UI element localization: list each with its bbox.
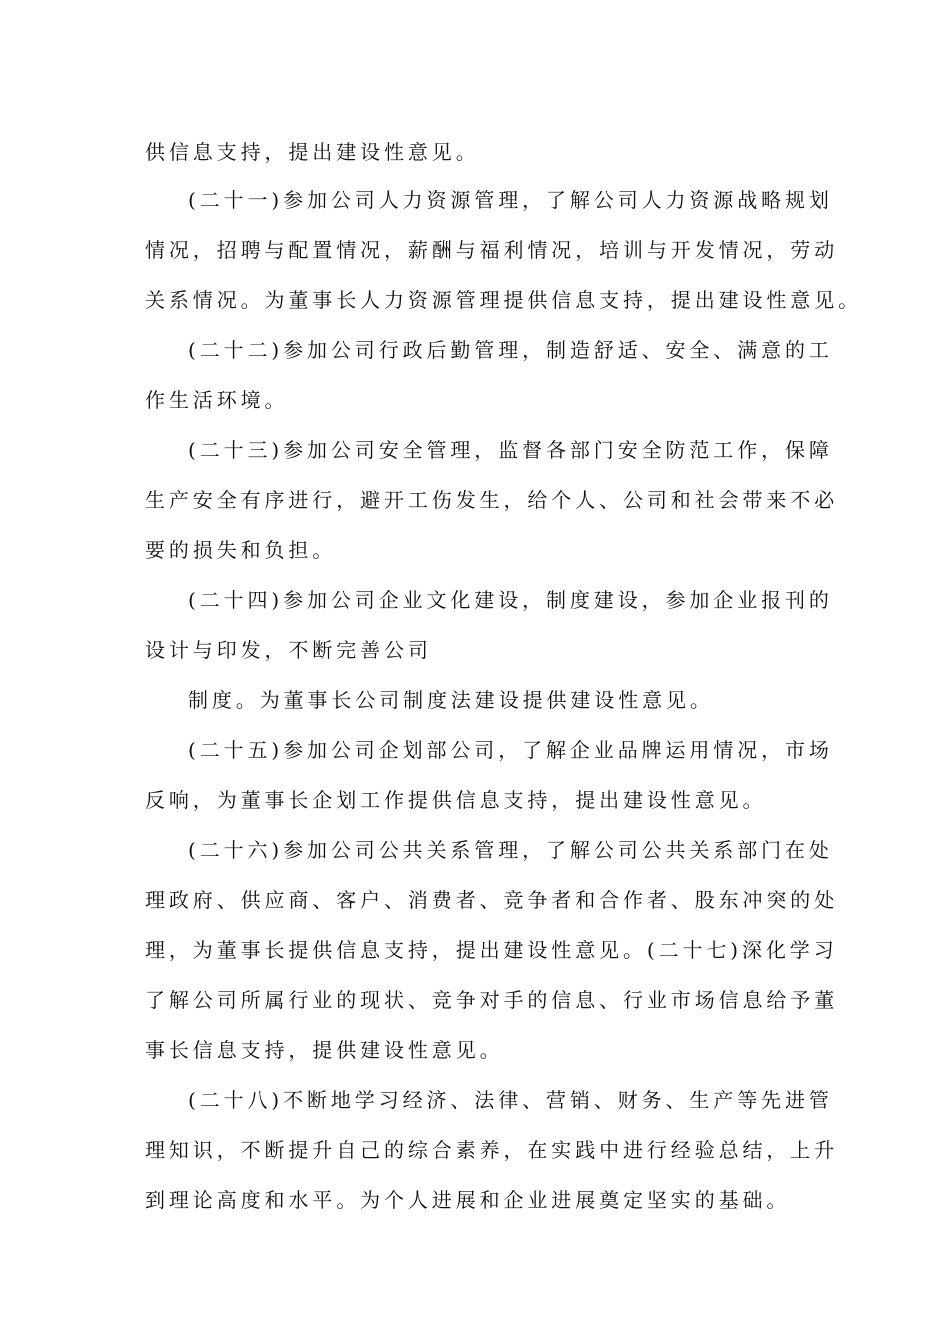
text-line: 到理论高度和水平。为个人进展和企业进展奠定坚实的基础。 xyxy=(145,1188,791,1212)
text-line: 供信息支持，提出建设性意见。 xyxy=(145,140,480,164)
paragraph-23-line-1: (二十三)参加公司安全管理，监督各部门安全防范工作，保障 xyxy=(188,438,833,462)
paragraph-24-line-1: (二十四)参加公司企业文化建设，制度建设，参加企业报刊的 xyxy=(188,588,833,612)
text-line: 要的损失和负担。 xyxy=(145,538,337,562)
text-line: 生产安全有序进行，避开工伤发生，给个人、公司和社会带来不必 xyxy=(145,488,839,512)
paragraph-25-line-1: (二十五)参加公司企划部公司，了解企业品牌运用情况，市场 xyxy=(188,738,833,762)
text-line: 反响，为董事长企划工作提供信息支持，提出建设性意见。 xyxy=(145,788,767,812)
paragraph-21-line-1: (二十一)参加公司人力资源管理，了解公司人力资源战略规划 xyxy=(188,188,833,212)
paragraph-26-line-1: (二十六)参加公司公共关系管理，了解公司公共关系部门在处 xyxy=(188,838,833,862)
text-line: 制度。为董事长公司制度法建设提供建设性意见。 xyxy=(188,688,714,712)
text-line: 理知识，不断提升自己的综合素养，在实践中进行经验总结，上升 xyxy=(145,1138,839,1162)
text-line: 理政府、供应商、客户、消费者、竞争者和合作者、股东冲突的处 xyxy=(145,888,839,912)
text-line: 设计与印发，不断完善公司 xyxy=(145,638,432,662)
text-line: 了解公司所属行业的现状、竞争对手的信息、行业市场信息给予董 xyxy=(145,988,839,1012)
text-line: 理，为董事长提供信息支持，提出建设性意见。(二十七)深化学习 xyxy=(145,938,838,962)
text-line: 作生活环境。 xyxy=(145,388,289,412)
text-line: 情况，招聘与配置情况，薪酬与福利情况，培训与开发情况，劳动 xyxy=(145,238,839,262)
paragraph-28-line-1: (二十八)不断地学习经济、法律、营销、财务、生产等先进管 xyxy=(188,1088,833,1112)
paragraph-22-line-1: (二十二)参加公司行政后勤管理，制造舒适、安全、满意的工 xyxy=(188,338,833,362)
text-line: 关系情况。为董事长人力资源管理提供信息支持，提出建设性意见。 xyxy=(145,288,862,312)
text-line: 事长信息支持，提供建设性意见。 xyxy=(145,1038,504,1062)
